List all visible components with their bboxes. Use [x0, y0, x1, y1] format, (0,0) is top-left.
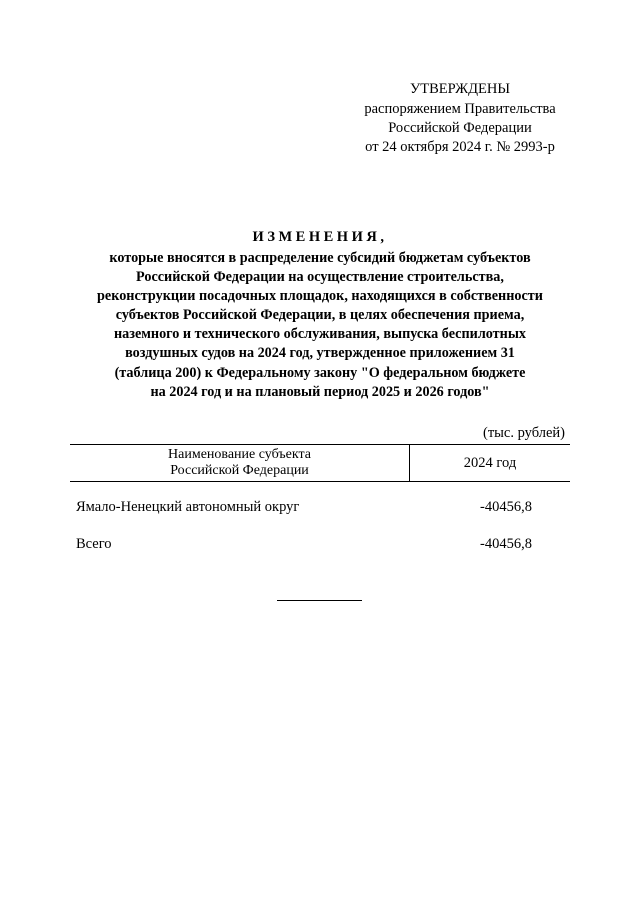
document-title: ИЗМЕНЕНИЯ,: [252, 229, 388, 245]
row-value: -40456,8: [480, 499, 532, 515]
approval-heading: УТВЕРЖДЕНЫ: [409, 81, 511, 97]
subtitle-line: на 2024 год и на плановый период 2025 и 2026 годов": [150, 383, 490, 400]
row-name: Всего: [76, 536, 112, 552]
table-header: [70, 444, 570, 482]
subtitle-line: субъектов Российской Федерации, в целях обеспечения приема,: [115, 307, 525, 324]
approval-date-number: от 24 октября 2024 г. № 2993-р: [365, 139, 555, 155]
row-value: -40456,8: [480, 536, 532, 552]
subtitle-line: Российской Федерации на осуществление строительства,: [136, 269, 504, 286]
approval-stamp: [330, 80, 590, 157]
column-header-line: Российской Федерации: [170, 463, 309, 478]
subtitle-line: воздушных судов на 2024 год, утвержденное приложением 31: [125, 345, 515, 362]
subtitle-line: которые вносятся в распределение субсидий бюджетам субъектов: [109, 250, 531, 266]
column-header-region: [70, 445, 410, 481]
approval-line: распоряжением Правительства: [364, 101, 556, 117]
subtitle-line: наземного и технического обслуживания, выпуска беспилотных: [113, 326, 526, 343]
units-label: (тыс. рублей): [483, 425, 565, 441]
subtitle-line: (таблица 200) к Федеральному закону "О федеральном бюджете: [114, 364, 526, 381]
end-divider: [277, 600, 362, 601]
column-header-year: 2024 год: [463, 455, 517, 471]
document-subtitle: [60, 249, 580, 402]
column-header-line: Наименование субъекта: [168, 447, 311, 462]
approval-line: Российской Федерации: [388, 120, 532, 136]
row-name: Ямало-Ненецкий автономный округ: [76, 499, 300, 515]
subtitle-line: реконструкции посадочных площадок, находящихся в собственности: [97, 288, 543, 305]
